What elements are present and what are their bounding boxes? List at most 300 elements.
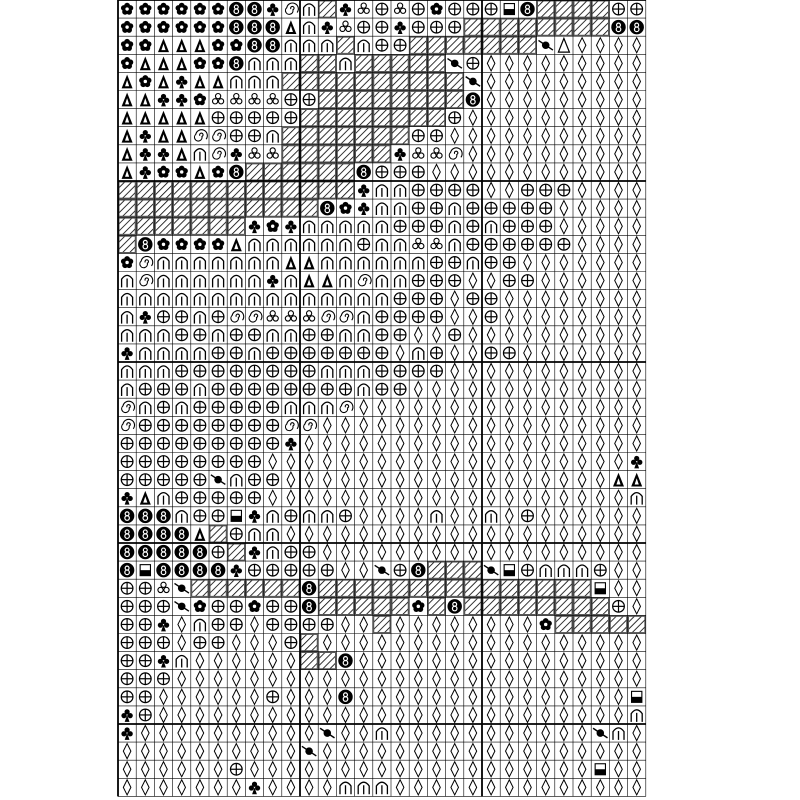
diamond-outline-symbol-cell bbox=[433, 454, 441, 469]
hatched-fill-cell bbox=[210, 580, 227, 597]
crossed-circle-symbol-cell bbox=[467, 3, 479, 15]
hatched-fill-cell bbox=[319, 145, 336, 162]
diamond-outline-symbol-cell bbox=[506, 146, 514, 161]
diamond-outline-symbol-cell bbox=[506, 382, 514, 397]
triskele-symbol-cell bbox=[413, 238, 424, 248]
hatched-fill-cell bbox=[137, 200, 154, 217]
diamond-outline-symbol-cell bbox=[360, 707, 368, 722]
hatched-fill-cell bbox=[137, 218, 154, 235]
diamond-outline-symbol-cell bbox=[578, 255, 586, 270]
diamond-outline-symbol-cell bbox=[597, 490, 605, 505]
spiral-symbol-cell bbox=[213, 148, 226, 159]
hatched-fill-cell bbox=[355, 55, 372, 72]
crossed-circle-symbol-cell bbox=[558, 184, 570, 196]
diamond-outline-symbol-cell bbox=[178, 707, 186, 722]
hatched-fill-cell bbox=[210, 200, 227, 217]
crossed-circle-symbol-cell bbox=[376, 39, 388, 51]
flower-symbol-cell bbox=[157, 238, 169, 250]
crossed-circle-symbol-cell bbox=[194, 438, 206, 450]
arch-symbol-cell bbox=[176, 655, 187, 667]
diamond-outline-symbol-cell bbox=[506, 164, 514, 179]
diamond-outline-symbol-cell bbox=[178, 762, 186, 777]
diamond-outline-symbol-cell bbox=[578, 725, 586, 740]
eight-ball-symbol-cell bbox=[229, 56, 243, 70]
diamond-outline-symbol-cell bbox=[615, 128, 623, 143]
flower-symbol-cell bbox=[121, 21, 133, 33]
diamond-outline-symbol-cell bbox=[597, 436, 605, 451]
diamond-outline-symbol-cell bbox=[597, 110, 605, 125]
arch-symbol-cell bbox=[140, 330, 151, 342]
diamond-outline-symbol-cell bbox=[597, 38, 605, 53]
diamond-outline-symbol-cell bbox=[578, 56, 586, 71]
diamond-outline-symbol-cell bbox=[560, 744, 568, 759]
crossed-circle-symbol-cell bbox=[176, 329, 188, 341]
hatched-fill-cell bbox=[301, 652, 318, 669]
diamond-outline-symbol-cell bbox=[597, 707, 605, 722]
diamond-outline-symbol-cell bbox=[578, 309, 586, 324]
diamond-outline-symbol-cell bbox=[214, 780, 222, 795]
white-triangle-symbol-cell bbox=[558, 38, 569, 52]
flower-symbol-cell bbox=[194, 57, 206, 69]
arch-symbol-cell bbox=[194, 348, 205, 360]
diamond-outline-symbol-cell bbox=[469, 671, 477, 686]
spiral-symbol-cell bbox=[340, 311, 353, 322]
diamond-outline-symbol-cell bbox=[196, 653, 204, 668]
crossed-circle-symbol-cell bbox=[540, 239, 552, 251]
eight-ball-symbol-cell bbox=[229, 20, 243, 34]
diamond-outline-symbol-cell bbox=[560, 454, 568, 469]
crossed-circle-symbol-cell bbox=[139, 655, 151, 667]
diamond-outline-symbol-cell bbox=[360, 689, 368, 704]
diamond-outline-symbol-cell bbox=[633, 255, 641, 270]
diamond-outline-symbol-cell bbox=[633, 56, 641, 71]
hatched-fill-cell bbox=[355, 127, 372, 144]
spiral-symbol-cell bbox=[358, 275, 371, 286]
diamond-outline-symbol-cell bbox=[633, 725, 641, 740]
filled-triangle-symbol-cell bbox=[122, 111, 133, 125]
crossed-circle-symbol-cell bbox=[412, 275, 424, 287]
diamond-outline-symbol-cell bbox=[451, 128, 459, 143]
arch-symbol-cell bbox=[304, 4, 315, 16]
hatched-fill-cell bbox=[464, 562, 481, 579]
diamond-outline-symbol-cell bbox=[633, 508, 641, 523]
diamond-outline-symbol-cell bbox=[615, 400, 623, 415]
diamond-outline-symbol-cell bbox=[451, 382, 459, 397]
diamond-outline-symbol-cell bbox=[251, 635, 259, 650]
triskele-symbol-cell bbox=[413, 148, 424, 158]
crossed-circle-symbol-cell bbox=[449, 184, 461, 196]
diamond-outline-symbol-cell bbox=[324, 472, 332, 487]
diamond-outline-symbol-cell bbox=[396, 707, 404, 722]
diamond-outline-symbol-cell bbox=[415, 454, 423, 469]
hatched-fill-cell bbox=[246, 182, 263, 199]
crossed-circle-symbol-cell bbox=[431, 202, 443, 214]
diamond-outline-symbol-cell bbox=[487, 382, 495, 397]
diamond-outline-symbol-cell bbox=[578, 780, 586, 795]
diamond-outline-symbol-cell bbox=[578, 526, 586, 541]
diamond-outline-symbol-cell bbox=[542, 400, 550, 415]
crossed-circle-symbol-cell bbox=[139, 582, 151, 594]
diamond-outline-symbol-cell bbox=[615, 291, 623, 306]
diamond-outline-symbol-cell bbox=[578, 544, 586, 559]
hatched-fill-cell bbox=[319, 598, 336, 615]
triskele-symbol-cell bbox=[267, 93, 278, 103]
diamond-outline-symbol-cell bbox=[487, 762, 495, 777]
crossed-circle-symbol-cell bbox=[412, 365, 424, 377]
hatched-fill-cell bbox=[337, 145, 354, 162]
diamond-outline-symbol-cell bbox=[342, 544, 350, 559]
diamond-outline-symbol-cell bbox=[560, 418, 568, 433]
diamond-outline-symbol-cell bbox=[415, 689, 423, 704]
arch-symbol-cell bbox=[122, 366, 133, 378]
crossed-circle-symbol-cell bbox=[376, 166, 388, 178]
diamond-outline-symbol-cell bbox=[251, 707, 259, 722]
diamond-outline-symbol-cell bbox=[542, 762, 550, 777]
diamond-outline-symbol-cell bbox=[214, 762, 222, 777]
diamond-outline-symbol-cell bbox=[487, 128, 495, 143]
diamond-outline-symbol-cell bbox=[360, 762, 368, 777]
hatched-fill-cell bbox=[428, 73, 445, 90]
crossed-circle-symbol-cell bbox=[158, 311, 170, 323]
half-box-symbol-cell bbox=[504, 4, 514, 15]
diamond-outline-symbol-cell bbox=[597, 382, 605, 397]
diamond-outline-symbol-cell bbox=[287, 762, 295, 777]
hatched-fill-cell bbox=[282, 580, 299, 597]
flower-symbol-cell bbox=[121, 3, 133, 15]
arch-symbol-cell bbox=[213, 257, 224, 269]
diamond-outline-symbol-cell bbox=[160, 707, 168, 722]
diamond-outline-symbol-cell bbox=[615, 201, 623, 216]
diamond-outline-symbol-cell bbox=[342, 526, 350, 541]
hatched-fill-cell bbox=[373, 145, 390, 162]
crossed-circle-symbol-cell bbox=[212, 546, 224, 558]
diamond-outline-symbol-cell bbox=[560, 508, 568, 523]
crossed-circle-symbol-cell bbox=[139, 619, 151, 631]
diamond-outline-symbol-cell bbox=[578, 273, 586, 288]
filled-triangle-symbol-cell bbox=[176, 111, 187, 125]
crossed-circle-symbol-cell bbox=[267, 438, 279, 450]
diamond-outline-symbol-cell bbox=[342, 472, 350, 487]
crossed-circle-symbol-cell bbox=[540, 202, 552, 214]
crossed-circle-symbol-cell bbox=[139, 456, 151, 468]
crossed-circle-symbol-cell bbox=[139, 474, 151, 486]
crossed-circle-symbol-cell bbox=[158, 420, 170, 432]
arch-symbol-cell bbox=[304, 221, 315, 233]
diamond-outline-symbol-cell bbox=[506, 436, 514, 451]
arch-symbol-cell bbox=[376, 203, 387, 215]
hatched-fill-cell bbox=[537, 1, 554, 18]
diamond-outline-symbol-cell bbox=[560, 635, 568, 650]
arch-symbol-cell bbox=[140, 293, 151, 305]
filled-triangle-symbol-cell bbox=[176, 56, 187, 70]
hatched-fill-cell bbox=[373, 73, 390, 90]
diamond-outline-symbol-cell bbox=[469, 146, 477, 161]
filled-triangle-symbol-cell bbox=[194, 75, 205, 89]
crossed-circle-symbol-cell bbox=[394, 39, 406, 51]
crossed-circle-symbol-cell bbox=[212, 438, 224, 450]
hatched-fill-cell bbox=[282, 145, 299, 162]
crossed-circle-symbol-cell bbox=[321, 564, 333, 576]
crossed-circle-symbol-cell bbox=[285, 564, 297, 576]
diamond-outline-symbol-cell bbox=[305, 472, 313, 487]
diamond-outline-symbol-cell bbox=[487, 653, 495, 668]
diamond-outline-symbol-cell bbox=[433, 544, 441, 559]
filled-triangle-symbol-cell bbox=[158, 129, 169, 143]
diamond-outline-symbol-cell bbox=[251, 671, 259, 686]
crossed-circle-symbol-cell bbox=[158, 601, 170, 613]
diamond-outline-symbol-cell bbox=[597, 92, 605, 107]
diamond-outline-symbol-cell bbox=[506, 56, 514, 71]
diamond-outline-symbol-cell bbox=[633, 382, 641, 397]
hatched-fill-cell bbox=[537, 598, 554, 615]
crossed-circle-symbol-cell bbox=[503, 202, 515, 214]
diamond-outline-symbol-cell bbox=[615, 508, 623, 523]
diamond-outline-symbol-cell bbox=[433, 689, 441, 704]
diamond-outline-symbol-cell bbox=[633, 309, 641, 324]
diamond-outline-symbol-cell bbox=[633, 327, 641, 342]
diamond-outline-symbol-cell bbox=[305, 725, 313, 740]
diamond-outline-symbol-cell bbox=[378, 472, 386, 487]
diamond-outline-symbol-cell bbox=[178, 780, 186, 795]
diamond-outline-symbol-cell bbox=[451, 508, 459, 523]
diamond-outline-symbol-cell bbox=[196, 671, 204, 686]
diamond-outline-symbol-cell bbox=[305, 689, 313, 704]
triskele-symbol-cell bbox=[431, 238, 442, 248]
arch-symbol-cell bbox=[158, 275, 169, 287]
diamond-outline-symbol-cell bbox=[324, 490, 332, 505]
diamond-outline-symbol-cell bbox=[396, 490, 404, 505]
diamond-outline-symbol-cell bbox=[396, 345, 404, 360]
flower-symbol-cell bbox=[194, 93, 206, 105]
diamond-outline-symbol-cell bbox=[142, 780, 150, 795]
diamond-outline-symbol-cell bbox=[287, 689, 295, 704]
crossed-circle-symbol-cell bbox=[212, 401, 224, 413]
diamond-outline-symbol-cell bbox=[542, 128, 550, 143]
crossed-circle-symbol-cell bbox=[449, 3, 461, 15]
hatched-fill-cell bbox=[628, 616, 645, 633]
arch-symbol-cell bbox=[285, 40, 296, 52]
diamond-outline-symbol-cell bbox=[615, 436, 623, 451]
diamond-outline-symbol-cell bbox=[615, 219, 623, 234]
diamond-outline-symbol-cell bbox=[506, 74, 514, 89]
diamond-outline-symbol-cell bbox=[433, 762, 441, 777]
diamond-outline-symbol-cell bbox=[487, 273, 495, 288]
diamond-outline-symbol-cell bbox=[615, 671, 623, 686]
crossed-circle-symbol-cell bbox=[212, 365, 224, 377]
diamond-outline-symbol-cell bbox=[269, 744, 277, 759]
arch-symbol-cell bbox=[213, 330, 224, 342]
diamond-outline-symbol-cell bbox=[524, 472, 532, 487]
diamond-outline-symbol-cell bbox=[487, 635, 495, 650]
spiral-symbol-cell bbox=[213, 130, 226, 141]
diamond-outline-symbol-cell bbox=[633, 363, 641, 378]
diamond-outline-symbol-cell bbox=[524, 56, 532, 71]
arch-symbol-cell bbox=[540, 565, 551, 577]
arch-symbol-cell bbox=[376, 257, 387, 269]
hatched-fill-cell bbox=[355, 145, 372, 162]
diamond-outline-symbol-cell bbox=[342, 617, 350, 632]
diamond-outline-symbol-cell bbox=[342, 563, 350, 578]
filled-triangle-symbol-cell bbox=[285, 20, 296, 34]
diamond-outline-symbol-cell bbox=[633, 182, 641, 197]
flower-symbol-cell bbox=[267, 220, 279, 232]
diamond-outline-symbol-cell bbox=[578, 436, 586, 451]
arch-symbol-cell bbox=[176, 511, 187, 523]
hatched-fill-cell bbox=[373, 616, 390, 633]
flower-symbol-cell bbox=[139, 3, 151, 15]
diamond-outline-symbol-cell bbox=[487, 689, 495, 704]
filled-triangle-symbol-cell bbox=[140, 56, 151, 70]
diamond-outline-symbol-cell bbox=[615, 581, 623, 596]
diamond-outline-symbol-cell bbox=[506, 110, 514, 125]
diamond-outline-symbol-cell bbox=[396, 635, 404, 650]
diamond-outline-symbol-cell bbox=[287, 454, 295, 469]
spiral-symbol-cell bbox=[285, 419, 298, 430]
arch-symbol-cell bbox=[577, 565, 588, 577]
filled-triangle-symbol-cell bbox=[194, 38, 205, 52]
hatched-fill-cell bbox=[373, 598, 390, 615]
crossed-circle-symbol-cell bbox=[267, 564, 279, 576]
crossed-circle-symbol-cell bbox=[176, 420, 188, 432]
arch-symbol-cell bbox=[467, 257, 478, 269]
diamond-outline-symbol-cell bbox=[469, 128, 477, 143]
hatched-fill-cell bbox=[301, 182, 318, 199]
hatched-fill-cell bbox=[574, 19, 591, 36]
crossed-circle-symbol-cell bbox=[158, 401, 170, 413]
arch-symbol-cell bbox=[358, 366, 369, 378]
arch-symbol-cell bbox=[358, 221, 369, 233]
arch-symbol-cell bbox=[486, 511, 497, 523]
diamond-outline-symbol-cell bbox=[542, 671, 550, 686]
diamond-outline-symbol-cell bbox=[487, 725, 495, 740]
diamond-outline-symbol-cell bbox=[251, 744, 259, 759]
diamond-outline-symbol-cell bbox=[251, 762, 259, 777]
diamond-outline-symbol-cell bbox=[542, 635, 550, 650]
diamond-outline-symbol-cell bbox=[451, 526, 459, 541]
planet-symbol-cell bbox=[484, 565, 498, 575]
diamond-outline-symbol-cell bbox=[415, 508, 423, 523]
arch-symbol-cell bbox=[358, 330, 369, 342]
diamond-outline-symbol-cell bbox=[597, 653, 605, 668]
diamond-outline-symbol-cell bbox=[469, 635, 477, 650]
diamond-outline-symbol-cell bbox=[633, 780, 641, 795]
hatched-fill-cell bbox=[337, 37, 354, 54]
hatched-fill-cell bbox=[264, 580, 281, 597]
spiral-symbol-cell bbox=[122, 419, 135, 430]
flower-symbol-cell bbox=[430, 3, 442, 15]
diamond-outline-symbol-cell bbox=[469, 363, 477, 378]
diamond-outline-symbol-cell bbox=[542, 291, 550, 306]
crossed-circle-symbol-cell bbox=[431, 130, 443, 142]
hatched-fill-cell bbox=[501, 598, 518, 615]
crossed-circle-symbol-cell bbox=[594, 564, 606, 576]
diamond-outline-symbol-cell bbox=[524, 291, 532, 306]
arch-symbol-cell bbox=[304, 239, 315, 251]
diamond-outline-symbol-cell bbox=[178, 725, 186, 740]
diamond-outline-symbol-cell bbox=[378, 490, 386, 505]
eight-ball-symbol-cell bbox=[193, 563, 207, 577]
hatched-fill-cell bbox=[282, 163, 299, 180]
diamond-outline-symbol-cell bbox=[633, 744, 641, 759]
diamond-outline-symbol-cell bbox=[415, 418, 423, 433]
flower-symbol-cell bbox=[176, 3, 188, 15]
arch-symbol-cell bbox=[613, 728, 624, 740]
crossed-circle-symbol-cell bbox=[194, 492, 206, 504]
diamond-outline-symbol-cell bbox=[451, 472, 459, 487]
diamond-outline-symbol-cell bbox=[506, 490, 514, 505]
diamond-outline-symbol-cell bbox=[542, 74, 550, 89]
flower-symbol-cell bbox=[157, 21, 169, 33]
diamond-outline-symbol-cell bbox=[633, 526, 641, 541]
arch-symbol-cell bbox=[231, 275, 242, 287]
hatched-fill-cell bbox=[574, 616, 591, 633]
filled-triangle-symbol-cell bbox=[140, 491, 151, 505]
diamond-outline-symbol-cell bbox=[396, 744, 404, 759]
arch-symbol-cell bbox=[267, 330, 278, 342]
hatched-fill-cell bbox=[319, 580, 336, 597]
spiral-symbol-cell bbox=[249, 311, 262, 322]
arch-symbol-cell bbox=[376, 221, 387, 233]
filled-triangle-symbol-cell bbox=[194, 111, 205, 125]
hatched-fill-cell bbox=[282, 127, 299, 144]
crossed-circle-symbol-cell bbox=[522, 275, 534, 287]
crossed-circle-symbol-cell bbox=[285, 383, 297, 395]
crossed-circle-symbol-cell bbox=[249, 365, 261, 377]
arch-symbol-cell bbox=[376, 782, 387, 794]
crossed-circle-symbol-cell bbox=[485, 257, 497, 269]
crossed-circle-symbol-cell bbox=[267, 383, 279, 395]
diamond-outline-symbol-cell bbox=[433, 671, 441, 686]
hatched-fill-cell bbox=[319, 163, 336, 180]
diamond-outline-symbol-cell bbox=[524, 544, 532, 559]
diamond-outline-symbol-cell bbox=[506, 418, 514, 433]
diamond-outline-symbol-cell bbox=[324, 762, 332, 777]
diamond-outline-symbol-cell bbox=[633, 110, 641, 125]
arch-symbol-cell bbox=[194, 275, 205, 287]
diamond-outline-symbol-cell bbox=[506, 309, 514, 324]
crossed-circle-symbol-cell bbox=[522, 239, 534, 251]
hatched-fill-cell bbox=[537, 580, 554, 597]
diamond-outline-symbol-cell bbox=[415, 382, 423, 397]
arch-symbol-cell bbox=[322, 257, 333, 269]
diamond-outline-symbol-cell bbox=[578, 363, 586, 378]
diamond-outline-symbol-cell bbox=[415, 617, 423, 632]
diamond-outline-symbol-cell bbox=[305, 436, 313, 451]
diamond-outline-symbol-cell bbox=[469, 617, 477, 632]
hatched-fill-cell bbox=[428, 109, 445, 126]
triskele-symbol-cell bbox=[340, 21, 351, 31]
hatched-fill-cell bbox=[210, 218, 227, 235]
diamond-outline-symbol-cell bbox=[597, 744, 605, 759]
hatched-fill-cell bbox=[228, 580, 245, 597]
crossed-circle-symbol-cell bbox=[613, 3, 625, 15]
diamond-outline-symbol-cell bbox=[615, 164, 623, 179]
diamond-outline-symbol-cell bbox=[560, 762, 568, 777]
hatched-fill-cell bbox=[501, 580, 518, 597]
diamond-outline-symbol-cell bbox=[615, 309, 623, 324]
hatched-fill-cell bbox=[319, 127, 336, 144]
crossed-circle-symbol-cell bbox=[194, 456, 206, 468]
filled-triangle-symbol-cell bbox=[158, 56, 169, 70]
diamond-outline-symbol-cell bbox=[506, 689, 514, 704]
hatched-fill-cell bbox=[319, 109, 336, 126]
eight-ball-symbol-cell bbox=[138, 509, 152, 523]
hatched-fill-cell bbox=[301, 145, 318, 162]
diamond-outline-symbol-cell bbox=[451, 689, 459, 704]
crossed-circle-symbol-cell bbox=[412, 311, 424, 323]
filled-triangle-symbol-cell bbox=[631, 473, 642, 487]
crossed-circle-symbol-cell bbox=[249, 492, 261, 504]
